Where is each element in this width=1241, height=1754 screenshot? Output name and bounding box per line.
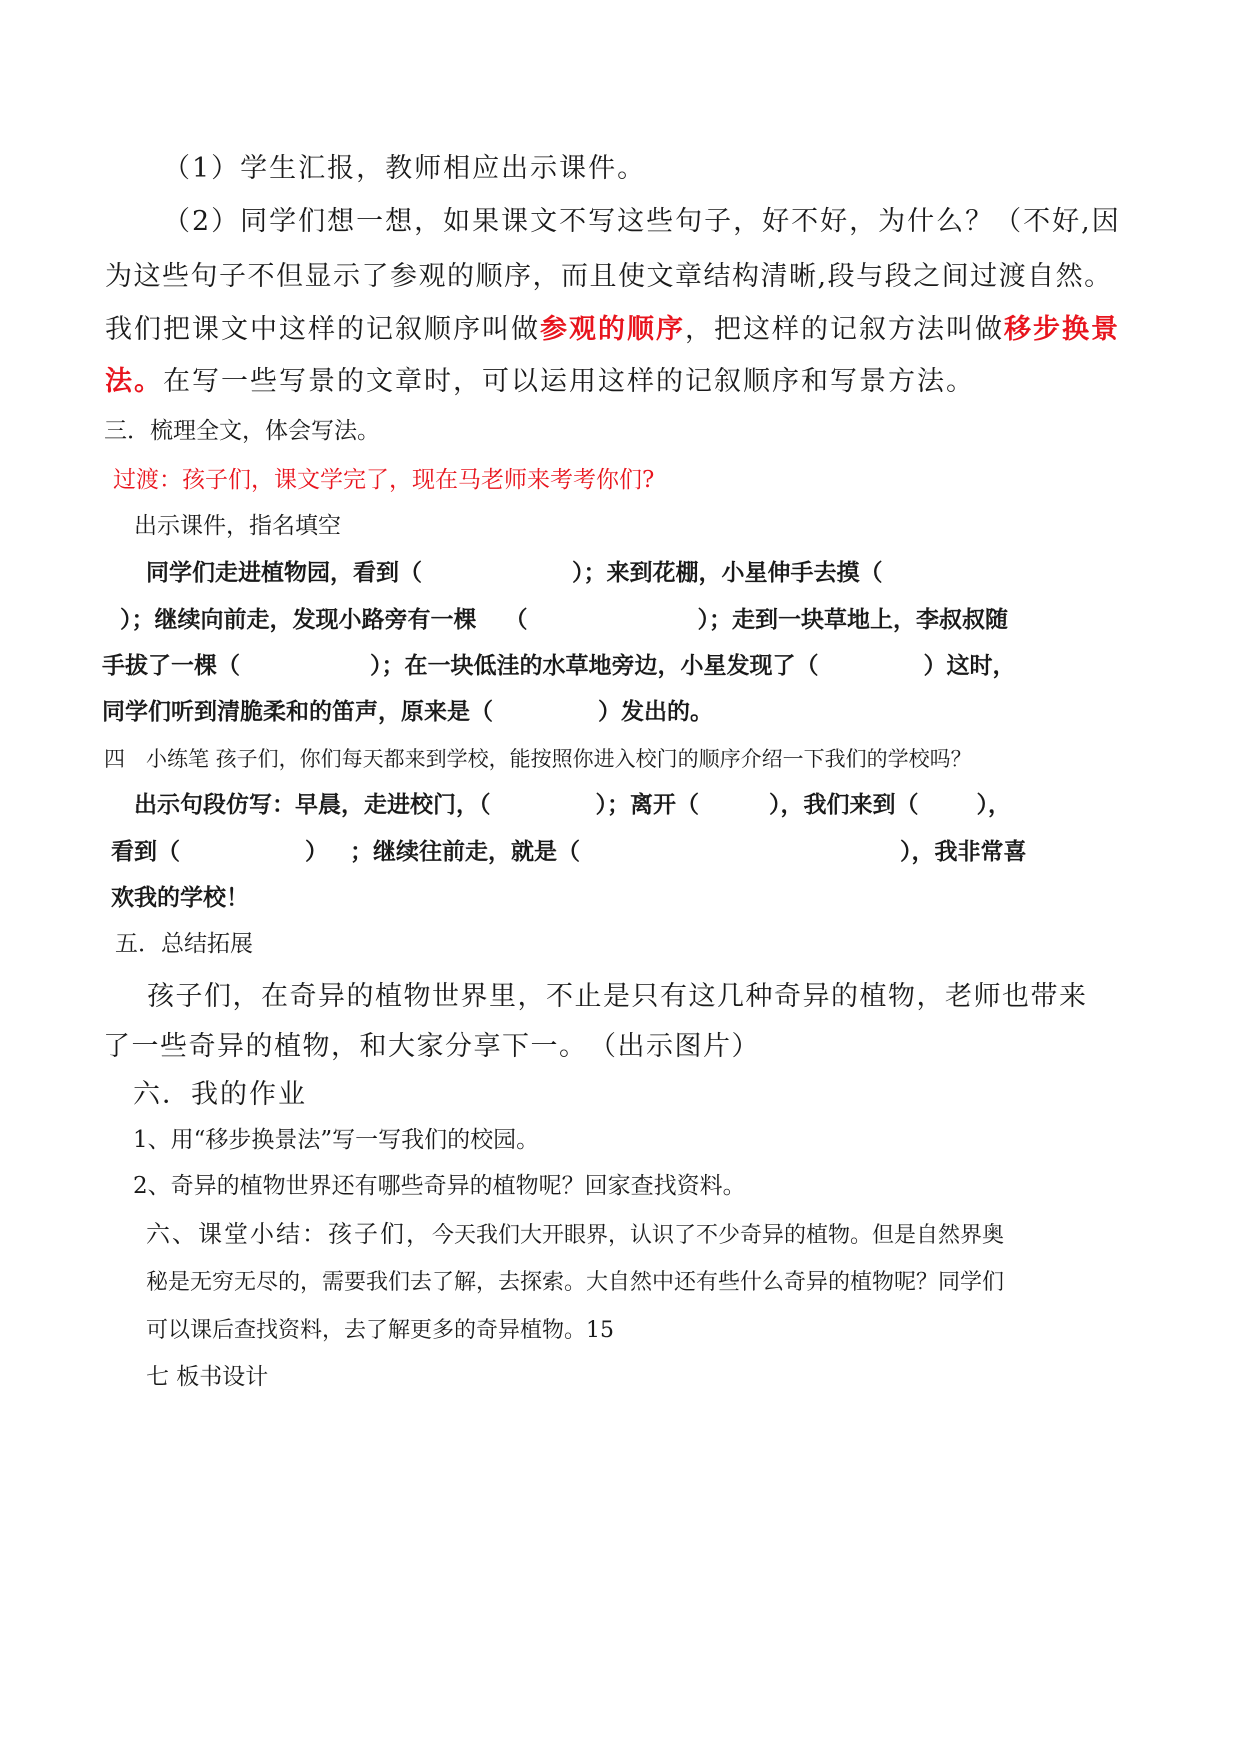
term-visit-order: 参观的顺序: [540, 314, 685, 345]
fill-line-1: [146, 562, 883, 585]
section-7-heading: 七 板书设计: [146, 1364, 269, 1390]
homework-1: 1、用“移步换景法”写一写我们的校园。: [133, 1127, 540, 1153]
step-2-line-4: [105, 368, 975, 395]
class-summary-line-1: [146, 1222, 1004, 1247]
section-6-heading: 六．我的作业: [133, 1079, 307, 1110]
section-5-heading: 五．总结拓展: [115, 931, 253, 957]
fill-line-3: [102, 655, 1016, 678]
section-3-heading: 三．梳理全文，体会写法。: [104, 418, 380, 444]
practice-line-2-b: ）: [305, 839, 328, 865]
fill-line-4-b: ）发出的。: [598, 699, 713, 725]
fill-line-1-b: ）；来到花棚，小星伸手去摸（: [572, 560, 883, 586]
fill-line-2-a: ）；继续向前走，发现小路旁有一棵: [120, 607, 477, 633]
practice-line-1: [134, 794, 1011, 817]
fill-line-4-a: 同学们听到清脆柔和的笛声，原来是（: [102, 699, 493, 725]
class-summary-line-3-a: 可以课后查找资料，去了解更多的奇异植物。: [146, 1318, 587, 1343]
step-2-line-1: （2）同学们想一想，如果课文不写这些句子，好不好，为什么？（不好,因: [163, 206, 1121, 237]
practice-line-1-d: ），: [976, 792, 1011, 818]
section-4-heading: 四 小练笔 孩子们，你们每天都来到学校，能按照你进入校门的顺序介绍一下我们的学校吗？: [104, 747, 972, 771]
practice-line-2-c: ；继续往前走，就是（: [350, 839, 580, 865]
practice-line-1-a: 出示句段仿写：早晨，走进校门，（: [134, 792, 491, 818]
practice-line-2-d: ），我非常喜: [900, 839, 1027, 865]
practice-line-3: 欢我的学校！: [111, 885, 249, 911]
fill-line-2-b: （: [504, 607, 528, 633]
fill-line-2: [120, 609, 1008, 632]
summary-para-line-2: 了一些奇异的植物，和大家分享下一。 （出示图片）: [103, 1031, 760, 1062]
practice-line-2: [111, 841, 1027, 864]
class-summary-line-2: 秘是无穷无尽的，需要我们去了解，去探索。大自然中还有些什么奇异的植物呢？同学们: [146, 1270, 1005, 1295]
summary-para-line-1: 孩子们，在奇异的植物世界里，不止是只有这几种奇异的植物，老师也带来: [147, 981, 1088, 1012]
fill-line-4: [102, 701, 713, 724]
transition-line: 过渡：孩子们，课文学完了，现在马老师来考考你们?: [113, 467, 655, 493]
class-summary-line-1-a: 六、课堂小结：孩子们，: [146, 1220, 432, 1248]
step-2-line-2: 为这些句子不但显示了参观的顺序，而且使文章结构清晰,段与段之间过渡自然。: [105, 261, 1113, 292]
fill-line-3-a: 手拔了一棵（: [102, 653, 240, 679]
practice-line-1-c: ），我们来到（: [769, 792, 919, 818]
step-2-line-4-text: 在写一些写景的文章时，可以运用这样的记叙顺序和写景方法。: [163, 366, 975, 397]
step-2-line-3-text-b: ，把这样的记叙方法叫做: [685, 314, 1004, 345]
class-summary-line-1-b: 今天我们大开眼界，认识了不少奇异的植物。但是自然界奥: [432, 1223, 1005, 1248]
fill-line-2-c: ）；走到一块草地上，李叔叔随: [697, 607, 1008, 633]
fill-line-3-c: ）这时，: [923, 653, 1016, 679]
class-summary-line-3: [146, 1320, 614, 1342]
term-shifting-scene-b: 法。: [105, 366, 163, 397]
class-summary-line-3-b: 15: [586, 1318, 615, 1343]
homework-2: 2、奇异的植物世界还有哪些奇异的植物呢？回家查找资料。: [133, 1173, 746, 1199]
practice-line-1-b: ）；离开（: [595, 792, 699, 818]
fill-line-3-b: ）；在一块低洼的水草地旁边，小星发现了（: [370, 653, 819, 679]
step-2-line-3-text-a: 我们把课文中这样的记叙顺序叫做: [105, 314, 540, 345]
step-2-line-3: [105, 316, 1120, 343]
fill-instruction: 出示课件，指名填空: [134, 513, 341, 539]
term-shifting-scene-a: 移步换景: [1004, 314, 1120, 345]
step-1: （1）学生汇报，教师相应出示课件。: [163, 153, 647, 184]
fill-line-1-a: 同学们走进植物园，看到（: [146, 560, 422, 586]
practice-line-2-a: 看到（: [111, 839, 180, 865]
